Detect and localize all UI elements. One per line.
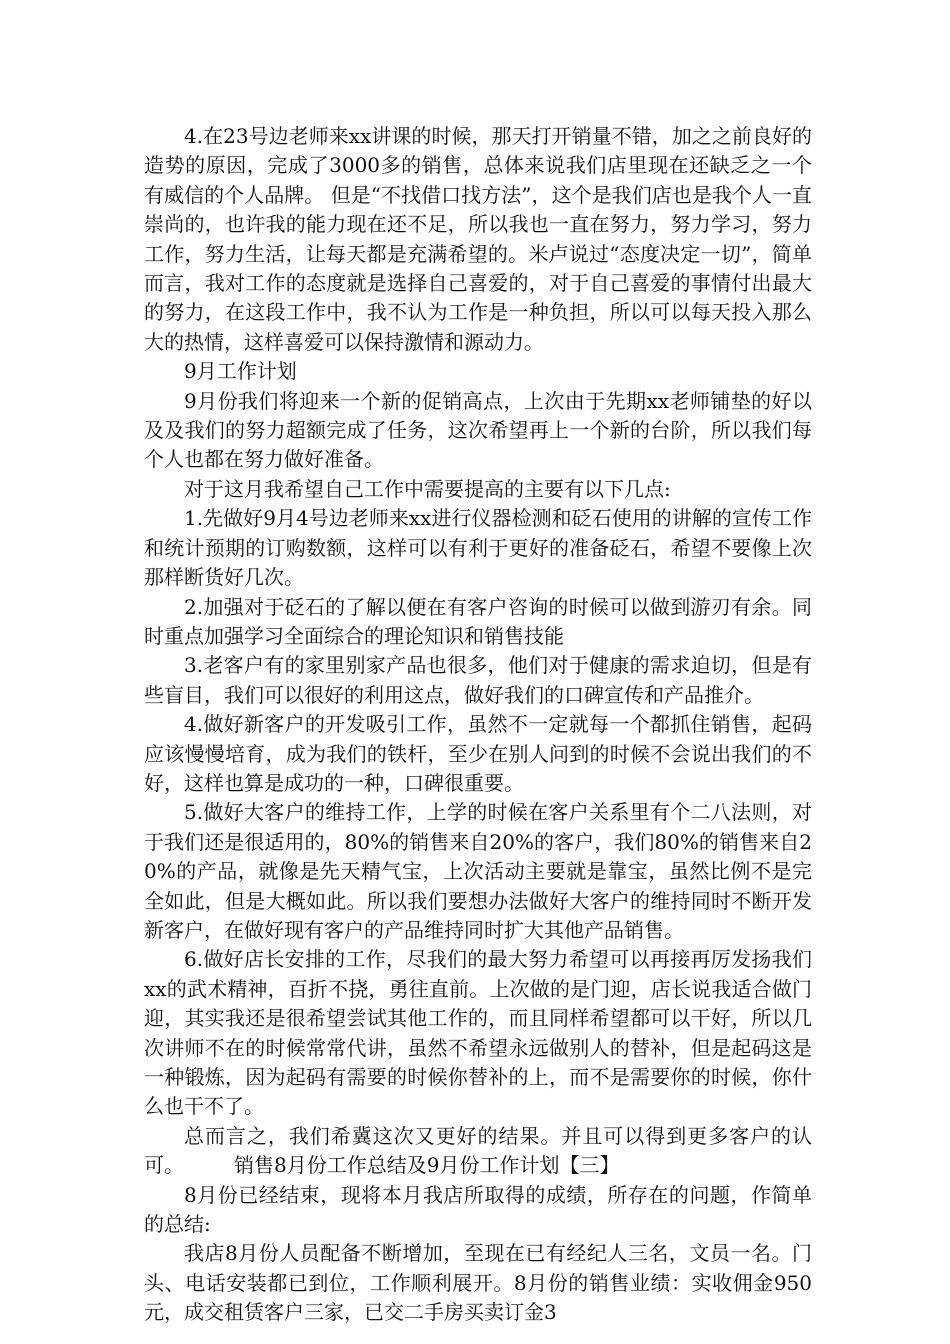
- plan-item-2: 2.加强对于砭石的了解以便在有客户咨询的时候可以做到游刃有余。同时重点加强学习全面综合的理论知识和销售技能: [144, 594, 812, 648]
- plan-item-3: 3.老客户有的家里别家产品也很多，他们对于健康的需求迫切，但是有些盲目，我们可以很好的利用这点，做好我们的口碑宣传和产品推介。: [144, 653, 812, 707]
- section-heading-september-plan: 9月工作计划: [184, 359, 297, 384]
- plan-item-1: 1.先做好9月4号边老师来xx进行仪器检测和砭石使用的讲解的宣传工作和统计预期的订购数额，这样可以有利于更好的准备砭石，希望不要像上次那样断货好几次。: [144, 506, 812, 590]
- paragraph-august-staffing: 我店8月份人员配备不断增加，至现在已有经纪人三名，文员一名。门头、电话安装都已到位，工作顺利展开。8月份的销售业绩：实收佣金950元，成交租赁客户三家，已交二手房买卖订金3: [144, 1241, 812, 1325]
- paragraph-point-4-summary: 4.在23号边老师来xx讲课的时候，那天打开销量不错，加之之前良好的造势的原因，完成了3000多的销售，总体来说我们店里现在还缺乏之一个有威信的个人品牌。 但是“不找借口找方法”，这个是我们店也是我个人一直崇尚的，也许我的能力现在还不足，所以我也一直在努力，努力学习，努力工作，努力生活，让每天都是充满希望的。米卢说过“态度决定一切”，简单而言，我对工作的态度就是选择自己喜爱的，对于自己喜爱的事情付出最大的努力，在这段工作中，我不认为工作是一种负担，所以可以每天投入那么大的热情，这样喜爱可以保持激情和源动力。: [144, 124, 812, 354]
- paragraph-august-summary-intro: 8月份已经结束，现将本月我店所取得的成绩，所存在的问题，作简单的总结:: [144, 1182, 812, 1237]
- document-body: [144, 122, 812, 1328]
- paragraph-improvement-intro: 对于这月我希望自己工作中需要提高的主要有以下几点:: [184, 476, 671, 501]
- plan-item-4: 4.做好新客户的开发吸引工作，虽然不一定就每一个都抓住销售，起码应该慢慢培育，成为我们的铁杆，至少在别人问到的时候不会说出我们的不好，这样也算是成功的一种，口碑很重要。: [144, 712, 812, 795]
- plan-item-5: 5.做好大客户的维持工作，上学的时候在客户关系里有个二八法则，对于我们还是很适用的，80%的销售来自20%的客户，我们80%的销售来自20%的产品，就像是先天精气宝，上次活动主要就是靠宝，虽然比例不是完全如此，但是大概如此。所以我们要想办法做好大客户的维持同时不断开发新客户，在做好现有客户的产品维持同时扩大其他产品销售。: [144, 800, 812, 942]
- paragraph-september-intro: 9月份我们将迎来一个新的促销高点，上次由于先期xx老师铺垫的好以及及我们的努力超额完成了任务，这次希望再上一个新的台阶，所以我们每个人也都在努力做好准备。: [144, 388, 812, 472]
- paragraph-conclusion: 总而言之，我们希冀这次又更好的结果。并且可以得到更多客户的认可。 销售8月份工作总结及9月份工作计划【三】: [144, 1123, 812, 1178]
- plan-item-6: 6.做好店长安排的工作，尽我们的最大努力希望可以再接再厉发扬我们xx的武术精神，百折不挠，勇往直前。上次做的是门迎，店长说我适合做门迎，其实我还是很希望尝试其他工作的，而且同样希望都可以干好，所以几次讲师不在的时候常常代讲，虽然不希望永远做别人的替补，但是起码这是一种锻炼，因为起码有需要的时候你替补的上，而不是需要你的时候，你什么也干不了。: [144, 947, 812, 1119]
